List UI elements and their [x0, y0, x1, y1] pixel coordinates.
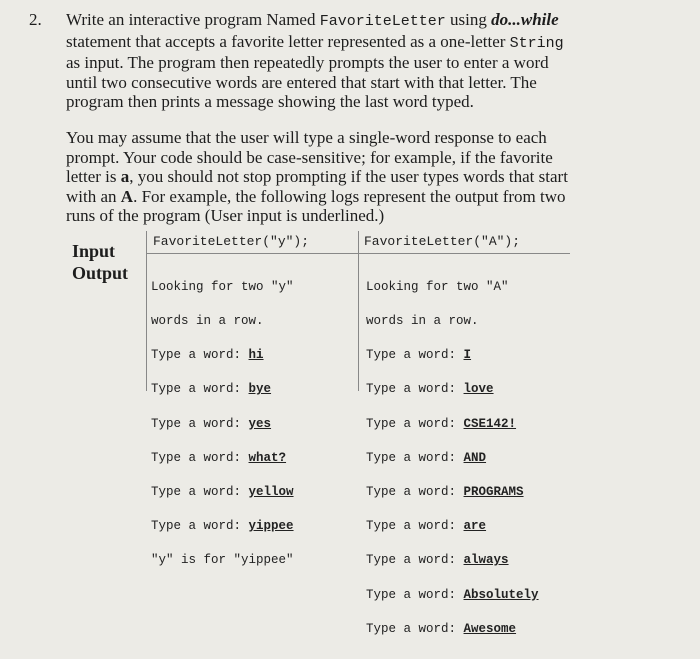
output-text: Type a word: — [366, 416, 464, 431]
output-text: Looking for two "A" — [366, 279, 509, 294]
user-input: CSE142! — [463, 416, 517, 431]
output-line — [366, 621, 539, 636]
output-text: Type a word: — [151, 519, 249, 534]
text-run: , you should not stop prompting if the user types words that start — [129, 167, 568, 187]
output-line — [151, 279, 294, 294]
loop-keyword: do...while — [491, 10, 559, 29]
user-input: yippee — [248, 519, 294, 534]
output-line — [366, 487, 539, 498]
output-text: Type a word: — [366, 382, 464, 397]
class-name: FavoriteLetter — [319, 13, 446, 30]
output-label: Output — [72, 263, 129, 283]
assumptions-paragraph — [66, 128, 666, 226]
user-input: always — [463, 553, 509, 568]
example-letter: a — [120, 167, 130, 187]
output-line — [151, 316, 294, 327]
user-input: Absolutely — [463, 587, 539, 602]
output-line — [151, 384, 294, 395]
output-text: Type a word: — [366, 348, 464, 363]
output-line — [151, 521, 294, 532]
output-text: Type a word: — [366, 519, 464, 534]
output-line — [366, 450, 539, 465]
output-line — [366, 279, 539, 294]
user-input: bye — [248, 382, 272, 397]
output-text: Type a word: — [366, 553, 464, 568]
user-input: what? — [248, 450, 287, 465]
run1-output — [151, 259, 294, 590]
output-text: Type a word: — [366, 621, 464, 636]
output-text: Type a word: — [366, 450, 464, 465]
problem-statement — [66, 10, 666, 112]
text-run: using — [445, 10, 492, 29]
output-line — [366, 587, 539, 602]
user-input: AND — [463, 450, 487, 465]
text-run: statement that accepts a favorite letter represented as a one-letter — [66, 31, 510, 51]
text-run: until two consecutive words are entered that start with that letter. The — [66, 72, 537, 92]
output-line — [151, 350, 294, 361]
table-divider — [358, 253, 570, 254]
text-run: prompt. Your code should be case-sensitive; for example, if the favorite — [66, 147, 553, 167]
user-input: yellow — [248, 485, 294, 500]
table-divider — [146, 253, 358, 254]
output-text: words in a row. — [151, 314, 264, 329]
output-text: Type a word: — [151, 348, 249, 363]
output-text: Type a word: — [366, 587, 464, 602]
text-run: program then prints a message showing the last word typed. — [66, 92, 474, 112]
output-line — [151, 416, 294, 431]
text-run: You may assume that the user will type a single-word response to each — [66, 128, 547, 147]
text-run: as input. The program then repeatedly prompts the user to enter a word — [66, 53, 549, 73]
output-line — [366, 316, 539, 327]
output-line — [366, 416, 539, 431]
output-line — [151, 555, 294, 566]
output-line — [366, 384, 539, 395]
string-keyword: String — [509, 34, 564, 52]
output-text: Looking for two "y" — [151, 279, 294, 294]
output-text: Type a word: — [151, 485, 249, 500]
output-line — [151, 450, 294, 465]
user-input: yes — [248, 416, 272, 431]
input-label: Input — [72, 241, 116, 261]
user-input: are — [463, 519, 487, 534]
output-text: Type a word: — [151, 416, 249, 431]
user-input: I — [463, 348, 472, 363]
run1-call: FavoriteLetter("y"); — [153, 234, 310, 249]
output-line — [151, 487, 294, 498]
output-line — [366, 555, 539, 566]
text-run: letter is — [66, 167, 121, 187]
text-run: with an — [66, 186, 121, 206]
output-text: Type a word: — [151, 382, 249, 397]
user-input: Awesome — [463, 621, 517, 636]
output-text: Type a word: — [151, 450, 249, 465]
text-run: Write an interactive program Named — [66, 10, 320, 29]
output-text: "y" is for "yippee" — [151, 553, 294, 568]
output-text: words in a row. — [366, 314, 479, 329]
example-letter: A — [120, 186, 134, 206]
run2-output — [366, 259, 539, 658]
table-divider — [146, 231, 147, 391]
output-text: Type a word: — [366, 485, 464, 500]
output-line — [366, 350, 539, 361]
user-input: hi — [248, 348, 264, 363]
table-divider — [358, 231, 359, 391]
user-input: love — [463, 382, 494, 397]
text-run: . For example, the following logs represent the output from two — [133, 186, 566, 206]
text-run: runs of the program (User input is underlined.) — [66, 206, 385, 226]
question-number: 2. — [29, 10, 42, 29]
run2-call: FavoriteLetter("A"); — [364, 234, 521, 249]
output-line — [366, 521, 539, 532]
user-input: PROGRAMS — [463, 485, 524, 500]
